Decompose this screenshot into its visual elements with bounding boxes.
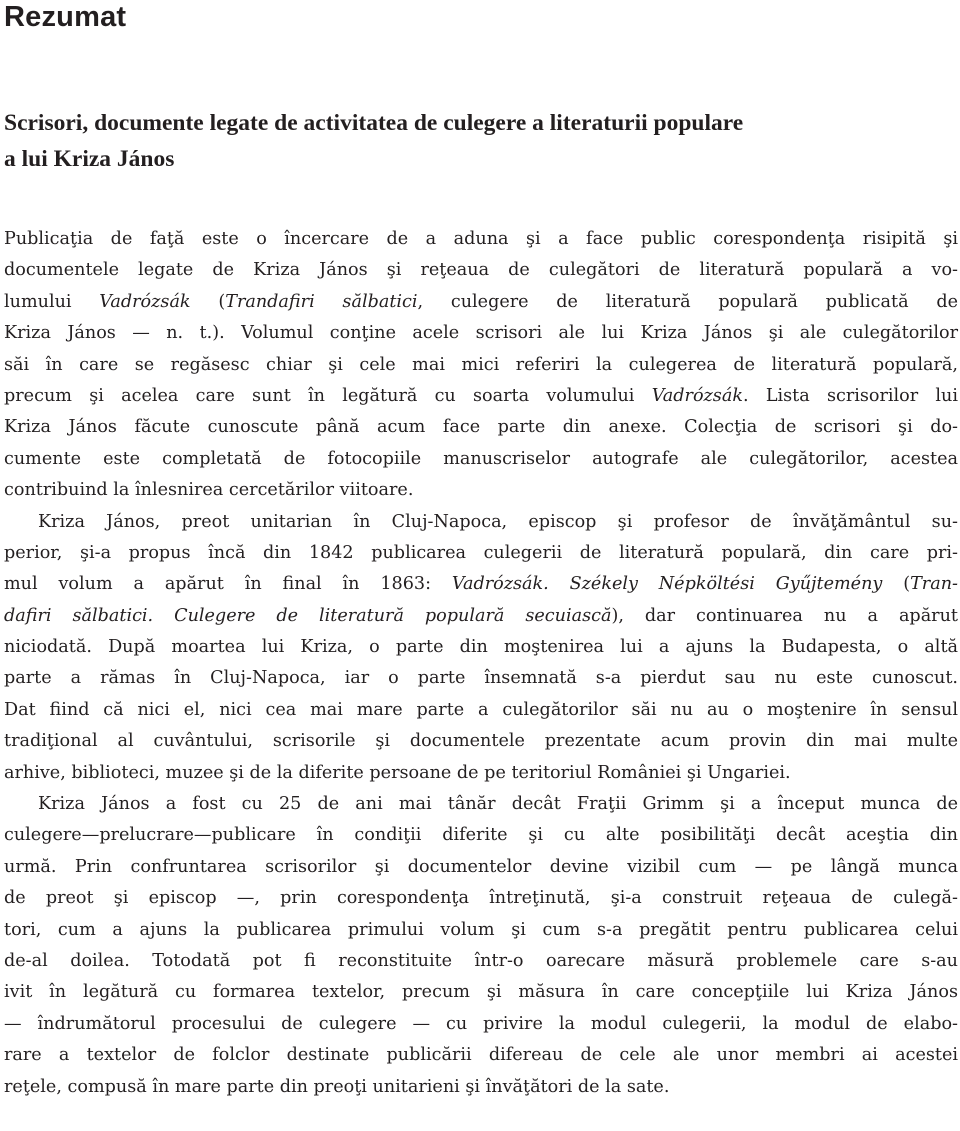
text-segment: tradiţional al cuvântului, scrisorile şi documentele prezentate acum provin din mai multe: [4, 731, 958, 752]
text-segment: Publicaţia de faţă este o încercare de a aduna şi a face public corespondenţa risipită şi: [4, 229, 958, 249]
text-segment: cumente este completată de fotocopiile manuscriselor autografe ale culegătorilor, acestea: [4, 448, 958, 469]
text-line: [4, 412, 958, 443]
text-line: [4, 946, 958, 977]
text-segment: Kriza János a fost cu 25 de ani mai tânăr decât Fraţii Grimm şi a început munca de: [38, 794, 958, 815]
text-segment: niciodată. După moartea lui Kriza, o parte din moştenirea lui a ajuns la Budapesta, o altă: [4, 637, 958, 658]
text-segment: urmă. Prin confruntarea scrisorilor şi documentelor devine vizibil cum — pe lângă munca: [4, 856, 958, 877]
text-segment: Vadrózsák: [651, 385, 743, 406]
text-line: [4, 569, 958, 600]
text-line: [4, 758, 958, 789]
text-segment: Kriza János — n. t.). Volumul conţine acele scrisori ale lui Kriza János şi ale culegătorilor: [4, 323, 958, 344]
text-line: [4, 977, 958, 1008]
paragraph: [4, 507, 958, 790]
text-line: [4, 1040, 958, 1071]
text-segment: (: [882, 574, 911, 595]
text-segment: contribuind la înlesnirea cercetărilor viitoare.: [4, 480, 414, 501]
text-line: [4, 915, 958, 946]
text-segment: Vadrózsák: [99, 291, 191, 312]
text-line: [4, 695, 958, 726]
text-line: [4, 883, 958, 914]
text-segment: Tran-: [910, 574, 958, 595]
text-segment: ), dar continuarea nu a apărut: [611, 605, 958, 626]
text-segment: perior, şi-a propus încă din 1842 publicarea culegerii de literatură populară, din care pri-: [4, 542, 958, 563]
text-line: [4, 538, 958, 569]
text-segment: lumului: [4, 291, 100, 312]
text-segment: Dat fiind că nici el, nici cea mai mare parte a culegătorilor săi nu au o moştenire în sensul: [4, 699, 958, 720]
text-segment: Kriza János, preot unitarian în Cluj-Napoca, episcop şi profesor de învăţământul su-: [38, 511, 958, 532]
text-line: [4, 726, 958, 757]
text-segment: , culegere de literatură populară publicată de: [417, 291, 958, 312]
text-segment: de preot şi episcop —, prin corespondenţa întreţinută, şi-a construit reţeaua de culegă-: [4, 888, 958, 909]
text-segment: Kriza János făcute cunoscute până acum face parte din anexe. Colecţia de scrisori şi do-: [4, 417, 958, 438]
text-segment: de-al doilea. Totodată pot fi reconstituite într-o oarecare măsură problemele care s-au: [4, 950, 958, 971]
text-line: [4, 350, 958, 381]
summary-body: [4, 224, 958, 1103]
text-line: [4, 632, 958, 663]
text-segment: reţele, compusă în mare parte din preoţi unitarieni şi învăţători de la sate.: [4, 1076, 670, 1097]
document-subtitle: [4, 105, 954, 177]
text-line: [4, 255, 958, 286]
text-segment: Vadrózsák. Székely Népköltési Gyűjtemény: [451, 574, 883, 595]
text-line: [4, 820, 958, 851]
text-line: [4, 475, 958, 506]
text-segment: — îndrumătorul procesului de culegere — cu privire la modul culegerii, la modul de elabo-: [4, 1013, 958, 1034]
text-line: [4, 224, 958, 255]
text-segment: tori, cum a ajuns la publicarea primului volum şi cum s-a pregătit pentru publicarea celui: [4, 919, 958, 940]
text-segment: . Lista scrisorilor lui: [742, 385, 959, 406]
text-segment: săi în care se regăsesc chiar şi cele mai mici referiri la culegerea de literatură populară,: [4, 354, 958, 375]
text-line: [4, 287, 958, 318]
text-line: [4, 789, 958, 820]
text-segment: documentele legate de Kriza János şi reţeaua de culegători de literatură populară a vo-: [4, 260, 958, 281]
page-heading: Rezumat: [4, 1, 127, 33]
text-line: [4, 381, 958, 412]
text-line: [4, 318, 958, 349]
text-segment: mul volum a apărut în final în 1863:: [4, 574, 452, 595]
text-line: [4, 1009, 958, 1040]
text-line: [4, 507, 958, 538]
paragraph: [4, 789, 958, 1103]
paragraph: [4, 224, 958, 507]
text-line: [4, 1072, 958, 1103]
text-segment: (: [190, 291, 226, 312]
text-line: [4, 601, 958, 632]
subtitle-line: a lui Kriza János: [4, 146, 175, 172]
text-segment: rare a textelor de folclor destinate publicării difereau de cele ale unor membri ai acestei: [4, 1045, 958, 1066]
text-segment: Trandafiri sălbatici: [225, 291, 418, 312]
text-segment: ivit în legătură cu formarea textelor, precum şi măsura în care concepţiile lui Kriza János: [4, 982, 958, 1003]
text-segment: culegere—prelucrare—publicare în condiţii diferite şi cu alte posibilităţi decât aceştia din: [4, 825, 958, 846]
text-segment: parte a rămas în Cluj-Napoca, iar o parte însemnată s-a pierdut sau nu este cunoscut.: [4, 668, 958, 689]
text-segment: precum şi acelea care sunt în legătură cu soarta volumului: [4, 385, 652, 406]
subtitle-line: Scrisori, documente legate de activitatea de culegere a literaturii populare: [4, 110, 744, 136]
text-line: [4, 663, 958, 694]
text-segment: dafiri sălbatici. Culegere de literatură populară secuiască: [4, 605, 612, 626]
text-segment: arhive, biblioteci, muzee şi de la diferite persoane de pe teritoriul României şi Ungariei.: [4, 762, 791, 783]
text-line: [4, 444, 958, 475]
text-line: [4, 852, 958, 883]
